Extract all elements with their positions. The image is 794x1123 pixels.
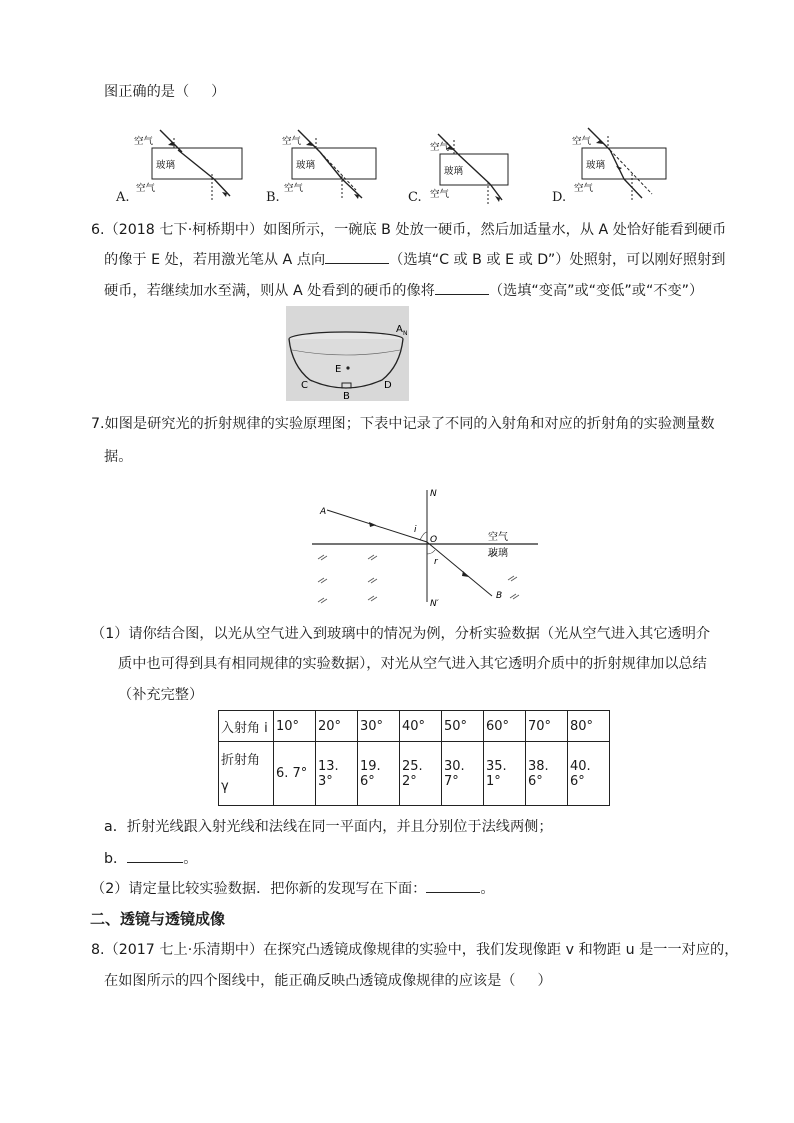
q5-stem — [104, 82, 225, 102]
table-cell: 40° — [400, 711, 442, 742]
table-header-incidence: 入射角 i — [219, 711, 274, 742]
point-a-label: A — [396, 324, 403, 335]
point-n-subscript: N — [403, 330, 408, 337]
table-header-refraction-line-2: γ — [221, 778, 229, 794]
q6-line-2-b: （选填“C 或 B 或 E 或 D”）处照射，可以刚好照射到 — [389, 252, 726, 268]
q6-line-3-b: （选填“变高”或“变低”或“不变”） — [488, 283, 704, 299]
point-c-label: C — [301, 380, 308, 391]
option-label-c: C. — [408, 190, 422, 205]
table-cell: 6. 7° — [274, 742, 316, 806]
air-top-label: 空气 — [134, 136, 154, 147]
refraction-diagram-d — [548, 124, 688, 208]
table-cell: 38. 6° — [526, 742, 568, 806]
option-label-d: D. — [552, 190, 567, 205]
angle-r-label: r — [434, 557, 438, 567]
refraction-data-table — [218, 710, 610, 806]
refraction-diagram-c — [404, 124, 544, 208]
air-bottom-label: 空气 — [284, 183, 304, 194]
q7-item-b-blank — [127, 848, 183, 863]
bowl-diagram — [286, 306, 409, 401]
air-bottom-label: 空气 — [574, 183, 594, 194]
ray-a-label: A — [320, 507, 327, 517]
point-d-label: D — [384, 380, 392, 391]
q8-line-2-text: 在如图所示的四个图线中，能正确反映凸透镜成像规律的应该是（ — [104, 973, 516, 989]
glass-label: 玻璃 — [488, 548, 508, 559]
q7-item-b-end: 。 — [183, 851, 198, 867]
q8-line-2-end: ） — [537, 973, 552, 989]
q6-line-2 — [104, 249, 725, 270]
refraction-diagram-a — [112, 124, 252, 208]
q7-part2-end: 。 — [480, 881, 495, 897]
q7-part1-line-3: （补充完整） — [118, 687, 204, 703]
table-cell: 40. 6° — [568, 742, 610, 806]
q6-blank-1 — [325, 249, 389, 264]
table-row-incidence — [219, 711, 610, 742]
table-header-refraction — [219, 742, 274, 806]
point-e-label: E — [335, 364, 342, 375]
table-cell: 30. 7° — [442, 742, 484, 806]
refraction-figure — [312, 484, 538, 610]
angle-i-label: i — [414, 525, 417, 535]
bowl-figure — [286, 306, 409, 401]
air-top-label: 空气 — [430, 142, 450, 153]
q5-option-a — [112, 124, 252, 208]
q7-part2-text: （2）请定量比较实验数据．把你新的发现写在下面： — [91, 881, 427, 897]
q7-item-b — [104, 848, 197, 869]
q6-line-2-a: 的像于 E 处，若用激光笔从 A 点向 — [104, 252, 326, 268]
table-cell: 25. 2° — [400, 742, 442, 806]
table-header-refraction-line-1: 折射角 — [221, 752, 261, 768]
q7-line-2: 据。 — [104, 449, 133, 465]
table-cell: 20° — [316, 711, 358, 742]
glass-label: 玻璃 — [296, 160, 316, 171]
air-label: 空气 — [488, 532, 508, 543]
table-cell: 13. 3° — [316, 742, 358, 806]
q6-line-3 — [104, 280, 703, 301]
table-cell: 50° — [442, 711, 484, 742]
table-row-refraction — [219, 742, 610, 806]
q5-option-c — [404, 124, 544, 208]
table-cell: 80° — [568, 711, 610, 742]
normal-top-label: N — [430, 489, 437, 499]
ray-b-label: B — [496, 591, 503, 601]
table-cell: 35. 1° — [484, 742, 526, 806]
refraction-diagram-b — [262, 124, 402, 208]
point-b-label: B — [343, 391, 350, 401]
point-o-label: O — [430, 535, 438, 545]
q8-line-1: 8.（2017 七上·乐清期中）在探究凸透镜成像规律的实验中，我们发现像距 v 和物距 u 是一一对应的， — [91, 942, 739, 958]
q6-line-3-a: 硬币，若继续加水至满，则从 A 处看到的硬币的像将 — [104, 283, 435, 299]
air-top-label: 空气 — [572, 136, 592, 147]
q7-part1-line-1: （1）请你结合图，以光从空气进入到玻璃中的情况为例，分析实验数据（光从空气进入其它透明介 — [91, 626, 711, 642]
option-label-a: A. — [116, 190, 130, 205]
q8-line-2 — [104, 971, 552, 991]
table-cell: 10° — [274, 711, 316, 742]
glass-label: 玻璃 — [444, 166, 464, 177]
glass-label: 玻璃 — [156, 160, 176, 171]
q6-blank-2 — [435, 280, 489, 295]
q5-stem-close: ） — [211, 84, 226, 100]
q5-option-b — [262, 124, 402, 208]
refraction-law-diagram — [312, 484, 538, 610]
q6-line-1: 6.（2018 七下·柯桥期中）如图所示，一碗底 B 处放一硬币，然后加适量水，从 A 处恰好能看到硬币 — [91, 222, 727, 238]
q5-option-d — [548, 124, 688, 208]
normal-bottom-label: N′ — [430, 599, 439, 609]
q7-line-1: 7.如图是研究光的折射规律的实验原理图；下表中记录了不同的入射角和对应的折射角的实验测量数 — [91, 416, 715, 432]
section-2-title: 二、透镜与透镜成像 — [90, 910, 226, 928]
q7-part2 — [91, 878, 495, 899]
table-cell: 70° — [526, 711, 568, 742]
table-cell: 60° — [484, 711, 526, 742]
glass-label: 玻璃 — [586, 160, 606, 171]
option-label-b: B. — [266, 190, 280, 205]
q5-stem-text: 图正确的是（ — [104, 84, 190, 100]
air-bottom-label: 空气 — [430, 189, 450, 200]
air-bottom-label: 空气 — [136, 183, 156, 194]
air-top-label: 空气 — [282, 136, 302, 147]
q7-part2-blank — [426, 878, 480, 893]
table-cell: 19. 6° — [358, 742, 400, 806]
q7-item-b-label: b． — [104, 851, 128, 867]
q7-item-a: a．折射光线跟入射光线和法线在同一平面内，并且分别位于法线两侧； — [104, 819, 553, 835]
table-cell: 30° — [358, 711, 400, 742]
q7-part1-line-2: 质中也可得到具有相同规律的实验数据），对光从空气进入其它透明介质中的折射规律加以总结 — [118, 656, 707, 672]
